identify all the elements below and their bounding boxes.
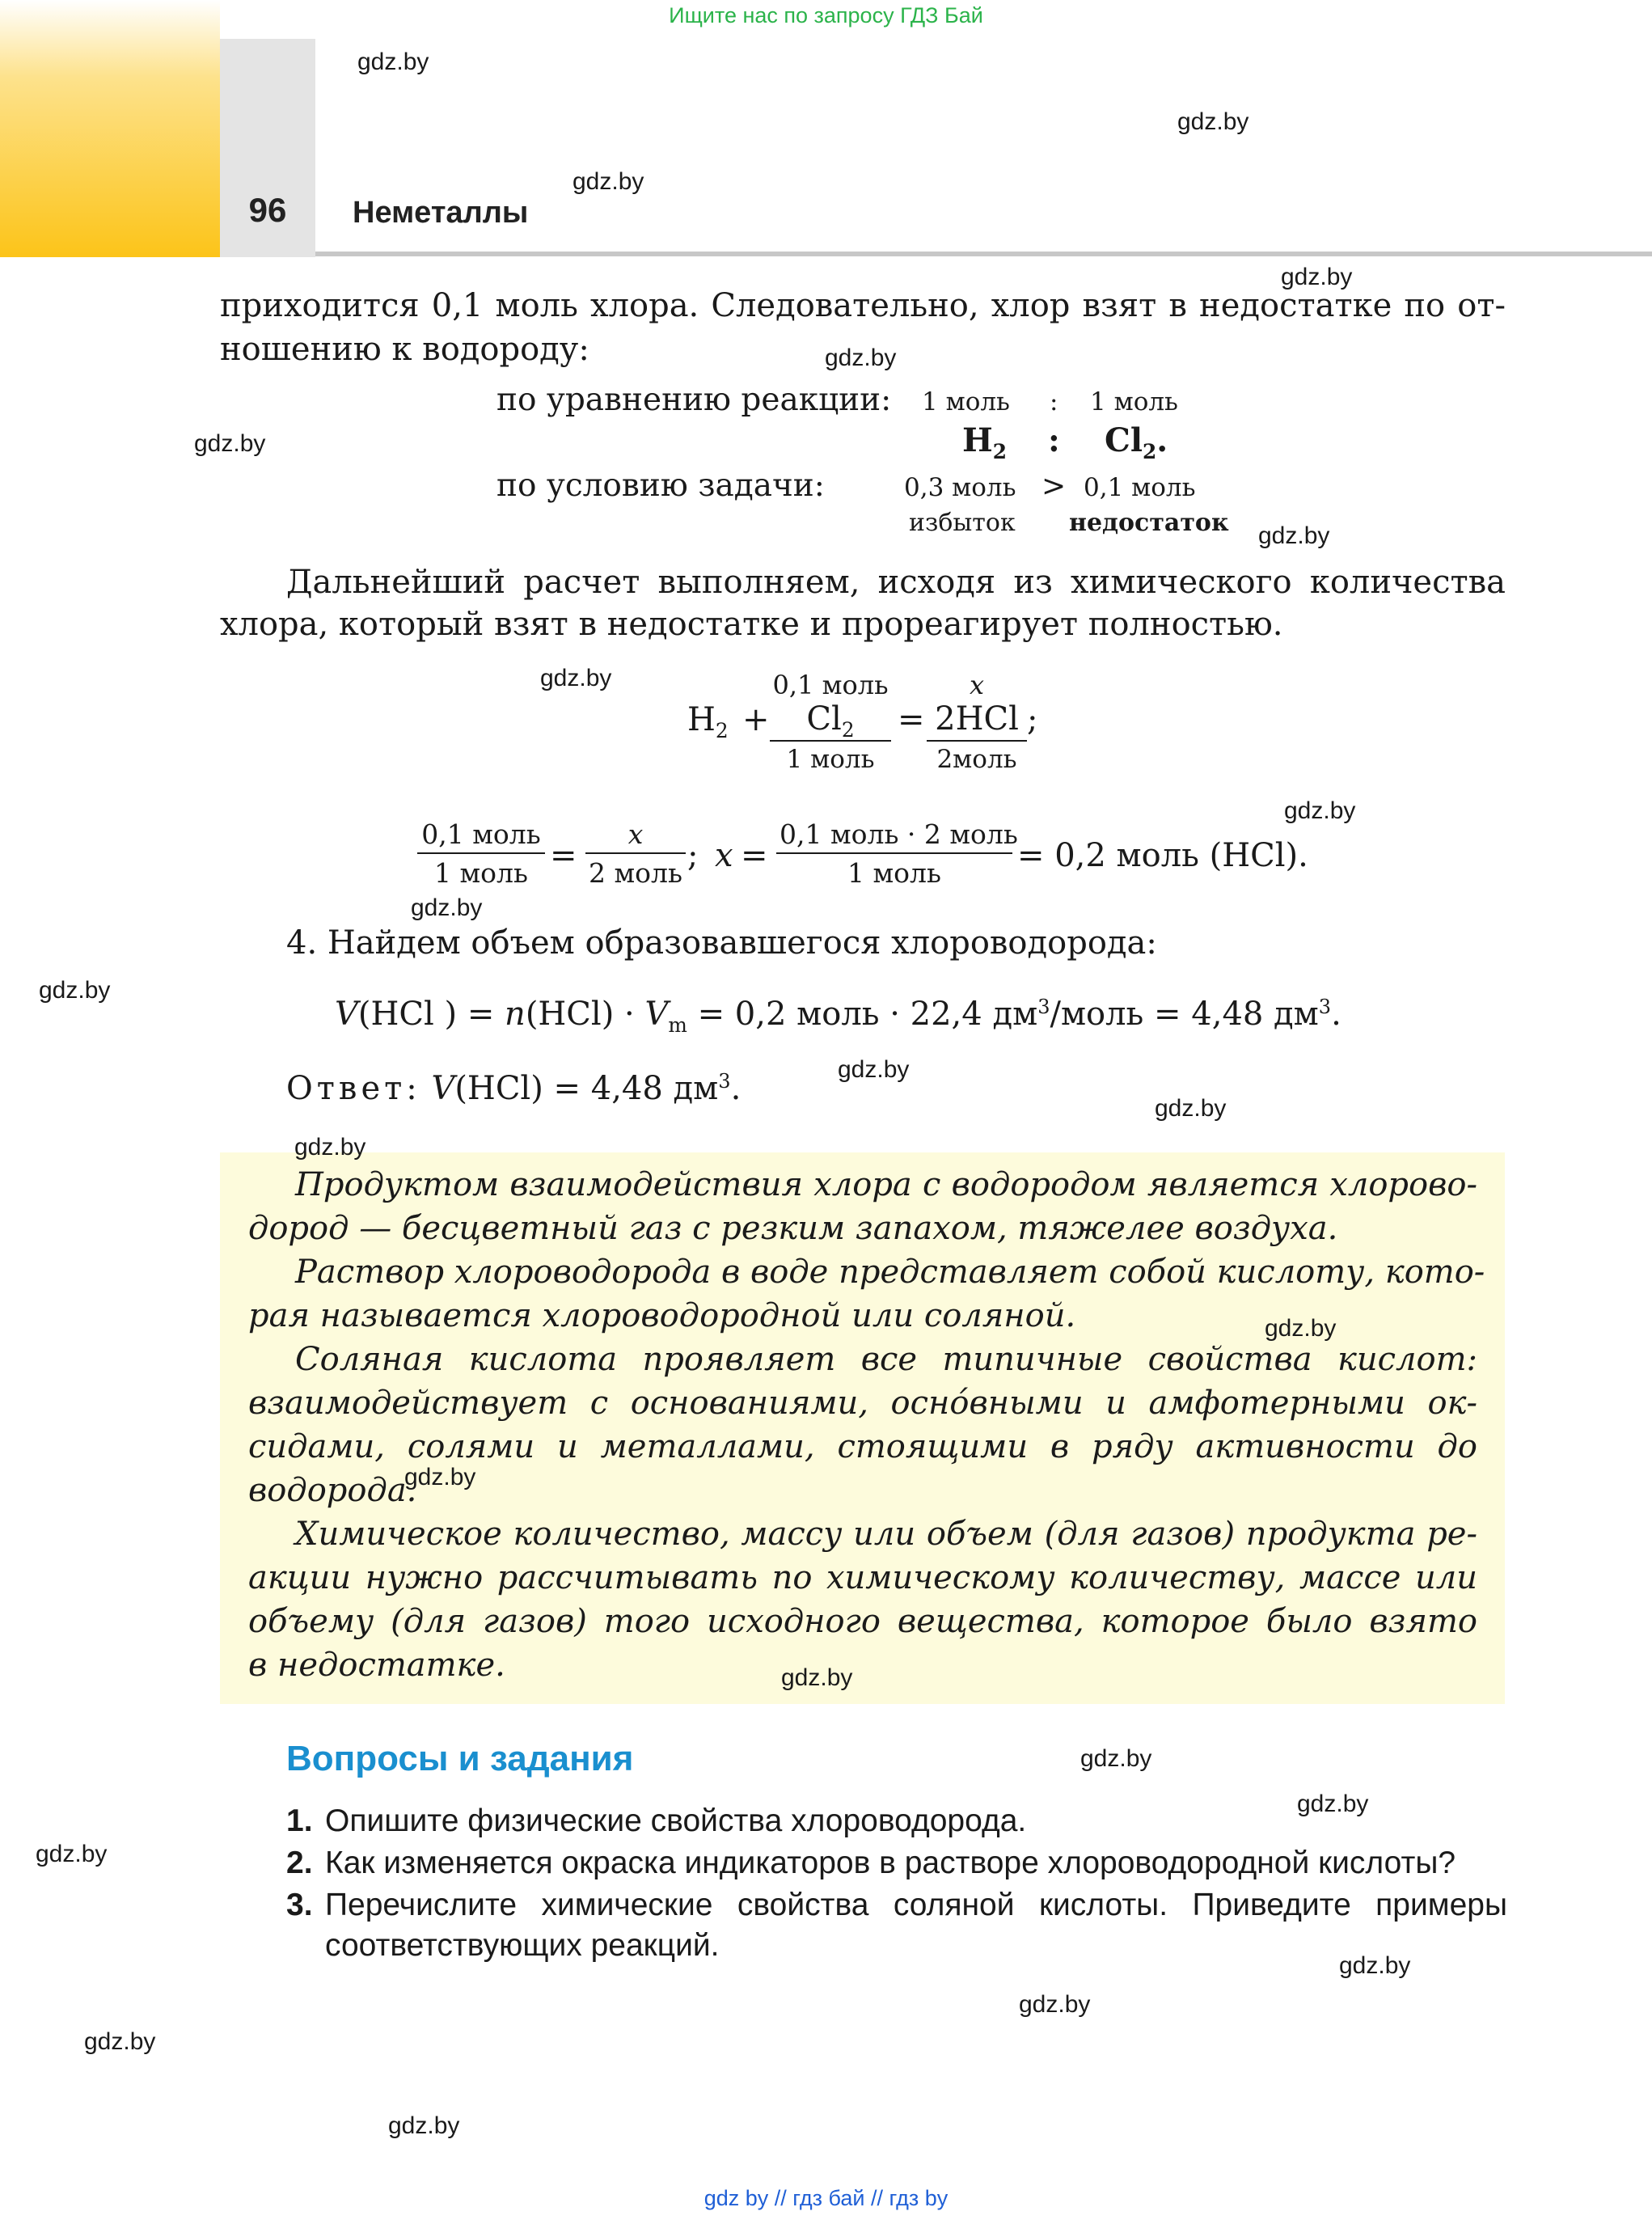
watermark: gdz.by — [1284, 797, 1356, 824]
paragraph2-line2: хлора, который взят в недостатке и прореагирует полностью. — [220, 606, 1283, 643]
watermark: gdz.by — [294, 1134, 366, 1161]
watermark: gdz.by — [1297, 1791, 1369, 1817]
ratio-row2-label: по условию задачи: — [496, 467, 825, 504]
watermark: gdz.by — [39, 977, 111, 1004]
ratio-row1-sep: : — [1050, 387, 1058, 416]
watermark: gdz.by — [781, 1664, 853, 1691]
volume-formula: V(HCl ) = $n(HCl) \cdot V_m = 0,2$ моль · 22,4 $дм^3$/моль = 4,48 $дм^3$. — [335, 995, 1341, 1037]
summary-p1-line1: Продуктом взаимодействия хлора с водородом является хлорово- — [295, 1166, 1477, 1203]
paragraph1-line1: приходится 0,1 моль хлора. Следовательно, хлор взят в недостатке по от- — [220, 287, 1506, 324]
equation-cl2-top: 0,1 моль — [772, 670, 889, 700]
watermark: gdz.by — [194, 430, 266, 457]
summary-p1-line2: дород — бесцветный газ с резким запахом, тяжелее воздуха. — [248, 1210, 1338, 1247]
equation-cl2 — [770, 670, 891, 774]
proportion-f1-num: 0,1 моль — [417, 818, 545, 854]
question-2-text: Как изменяется окраска индикаторов в растворе хлороводородной кислоты? — [325, 1846, 1456, 1880]
watermark: gdz.by — [1155, 1095, 1227, 1122]
ratio-row1-left: 1 моль — [922, 387, 1010, 416]
question-2-number: 2. — [286, 1846, 313, 1880]
equation-end: ; — [1027, 701, 1038, 738]
proportion-f1-den: 1 моль — [434, 857, 528, 889]
proportion-f3-num: 0,1 моль · 2 моль — [776, 818, 1012, 854]
equation-cl2-bottom: 1 моль — [786, 745, 875, 774]
footer-links[interactable]: gdz by // гдз бай // гдз by — [703, 2186, 949, 2210]
equation-hcl-formula: 2HCl — [927, 700, 1027, 742]
proportion-f2-den: 2 моль — [589, 857, 682, 889]
question-3-number: 3. — [286, 1888, 313, 1922]
ratio-formula-cl2: $Cl_2$. — [1105, 421, 1168, 463]
proportion-fraction-2 — [585, 818, 686, 889]
summary-p2-line1: Раствор хлороводорода в воде представляет собой кислоту, кото- — [295, 1254, 1485, 1291]
ratio-row2-left: 0,3 моль — [904, 473, 1016, 502]
header-divider — [315, 252, 1652, 256]
summary-p4-line4: в недостатке. — [248, 1647, 505, 1684]
ratio-note-deficit: недостаток — [1069, 509, 1229, 537]
ratio-row1-label: по уравнению реакции: — [496, 382, 892, 418]
watermark: gdz.by — [411, 894, 483, 921]
paragraph1-line2: ношению к водороду: — [220, 331, 589, 368]
ratio-row2-sep: > — [1041, 470, 1067, 503]
ratio-formula-h2: $H_2$ — [962, 421, 1008, 463]
summary-p3-line2: взаимодействует с основаниями, осно́вными и амфотерными ок- — [248, 1385, 1477, 1422]
proportion-eq2: = — [741, 837, 768, 874]
proportion-eq1: = — [550, 837, 577, 874]
equation-plus: + — [742, 701, 770, 738]
question-1-text: Опишите физические свойства хлороводорода. — [325, 1803, 1027, 1838]
proportion-sep: ; — [687, 837, 699, 874]
proportion-fraction-1 — [417, 818, 545, 889]
watermark: gdz.by — [404, 1464, 476, 1490]
watermark: gdz.by — [36, 1841, 108, 1867]
summary-p3-line4: водорода. — [248, 1472, 417, 1509]
equation-hcl — [927, 670, 1027, 774]
summary-p2-line2: рая называется хлороводородной или соляной. — [248, 1297, 1076, 1334]
watermark: gdz.by — [388, 2112, 460, 2139]
watermark: gdz.by — [1177, 108, 1249, 135]
questions-heading: Вопросы и задания — [286, 1739, 634, 1778]
watermark: gdz.by — [540, 665, 612, 691]
summary-p4-line2: акции нужно рассчитывать по химическому количеству, массе или — [248, 1559, 1477, 1596]
question-3-text: Перечислите химические свойства соляной кислоты. Приведите примеры — [325, 1888, 1507, 1922]
equation-equals: = — [898, 701, 925, 738]
watermark: gdz.by — [84, 2028, 156, 2055]
proportion-fraction-3 — [776, 818, 1018, 889]
equation-cl2-formula: $Cl_2$ — [770, 700, 891, 742]
summary-p4-line3: объему (для газов) того исходного вещества, которое было взято — [248, 1603, 1477, 1640]
question-1-number: 1. — [286, 1803, 313, 1838]
watermark: gdz.by — [572, 168, 644, 195]
corner-decoration — [0, 0, 220, 257]
proportion-x: x — [715, 837, 733, 874]
proportion-f2-num: x — [585, 818, 686, 854]
watermark: gdz.by — [1258, 522, 1330, 549]
ratio-formula-sep: : — [1048, 421, 1060, 459]
proportion-result: = 0,2 моль (HCl). — [1017, 837, 1308, 874]
watermark: gdz.by — [1080, 1745, 1152, 1772]
watermark: gdz.by — [1265, 1315, 1337, 1342]
step4-heading: 4. Найдем объем образовавшегося хлороводорода: — [286, 924, 1157, 962]
watermark: gdz.by — [1281, 264, 1353, 290]
summary-p4-line1: Химическое количество, массу или объем (для газов) продукта ре- — [295, 1516, 1477, 1553]
question-3-text-cont: соответствующих реакций. — [325, 1928, 720, 1963]
equation-hcl-bottom: 2моль — [936, 745, 1017, 774]
ratio-note-excess: избыток — [909, 509, 1016, 537]
answer-line: Ответ: V(HCl) = 4,48 $дм^3$. — [286, 1069, 741, 1107]
chapter-title: Неметаллы — [353, 196, 529, 230]
equation-hcl-top: x — [969, 670, 985, 700]
top-banner[interactable]: Ищите нас по запросу ГДЗ Бай — [669, 3, 983, 27]
watermark: gdz.by — [1019, 1991, 1091, 2018]
watermark: gdz.by — [1339, 1952, 1411, 1979]
proportion-f3-den: 1 моль — [847, 857, 941, 889]
paragraph2-line1: Дальнейший расчет выполняем, исходя из химического количества — [286, 564, 1506, 601]
page-number: 96 — [248, 191, 287, 229]
watermark: gdz.by — [825, 345, 897, 371]
summary-p3-line1: Соляная кислота проявляет все типичные свойства кислот: — [295, 1341, 1477, 1378]
watermark: gdz.by — [838, 1056, 910, 1083]
ratio-row2-right: 0,1 моль — [1084, 473, 1196, 502]
summary-p3-line3: сидами, солями и металлами, стоящими в ряду активности до — [248, 1428, 1477, 1465]
ratio-row1-right: 1 моль — [1090, 387, 1178, 416]
equation-h2: $H_2$ — [687, 701, 729, 742]
watermark: gdz.by — [357, 49, 429, 75]
